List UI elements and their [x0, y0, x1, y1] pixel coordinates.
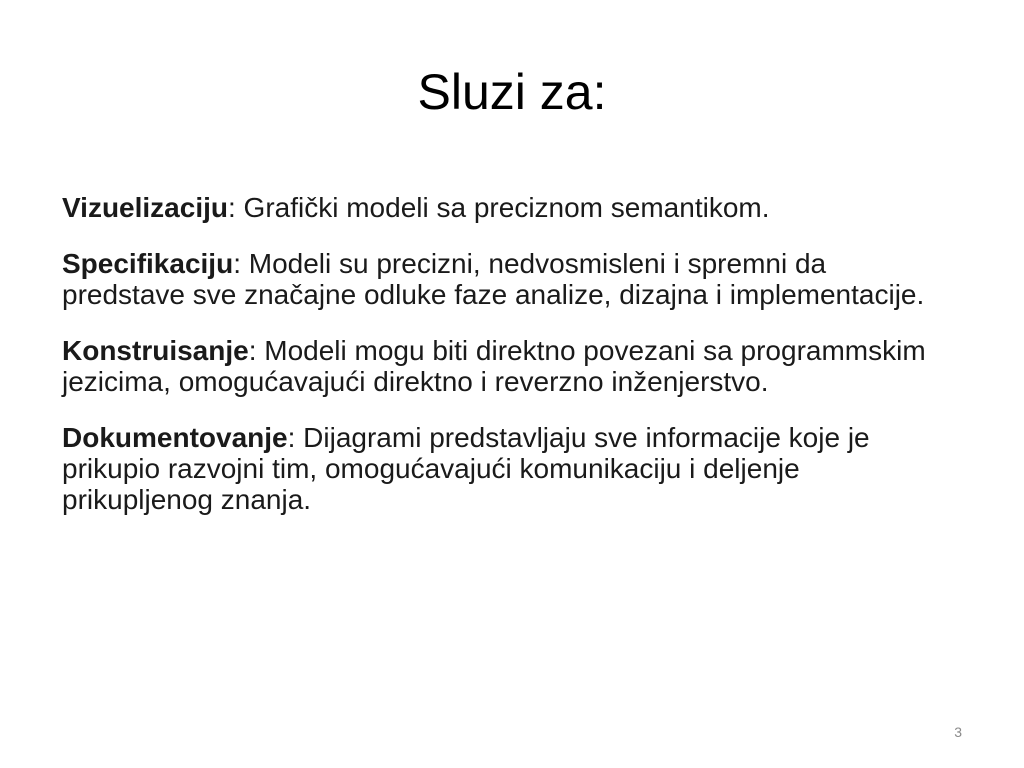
item-term: Konstruisanje — [62, 335, 249, 366]
bullet-item-specifikaciju — [62, 248, 952, 310]
slide-title: Sluzi za: — [417, 64, 607, 120]
item-text: : Dijagrami predstavljaju sve informacije koje je prikupio razvojni tim, omogućavajući komunikaciju i deljenje prikupljenog znanja. — [62, 422, 870, 515]
page-number: 3 — [954, 724, 962, 740]
item-text: : Modeli mogu biti direktno povezani sa programmskim jezicima, omogućavajući direktno i reverzno inženjerstvo. — [62, 335, 926, 397]
bullet-item-dokumentovanje — [62, 422, 952, 515]
bullet-item-vizuelizaciju — [62, 192, 952, 223]
item-term: Vizuelizaciju — [62, 192, 228, 223]
bullet-item-konstruisanje — [62, 335, 952, 397]
slide-content — [62, 192, 952, 540]
item-text: : Grafički modeli sa preciznom semantikom. — [228, 192, 770, 223]
item-text: : Modeli su precizni, nedvosmisleni i spremni da predstave sve značajne odluke faze analize, dizajna i implementacije. — [62, 248, 925, 310]
item-term: Dokumentovanje — [62, 422, 288, 453]
item-term: Specifikaciju — [62, 248, 234, 279]
